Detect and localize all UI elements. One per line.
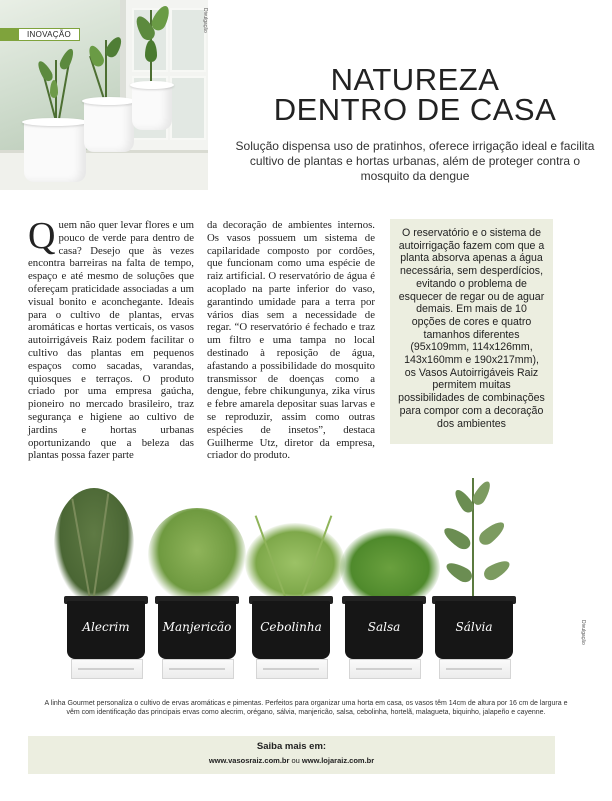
drop-cap: Q: [28, 215, 56, 257]
herb-pot-label: Salsa: [367, 620, 401, 634]
website-link-vasosraiz[interactable]: www.vasosraiz.com.br: [208, 756, 290, 765]
herb-pot-label: Manjericão: [162, 620, 232, 634]
column-1-text: uem não quer levar flores e um pouco de verde para dentro de casa? Desejo que às vezes encontra barreiras na falta de tempo, espaço e até mesmo de soluções que ofereçam praticidade associadas a um visual bonito e aconchegante. Ideais para o cultivo de plantas, ervas aromáticas e hortas verticais, os vasos autoirrigáveis Raiz podem facilitar o cultivo das plantas em pequenos espaços como sacadas, varandas, quiosques e terraços. O produto criado por uma empresa gaúcha, pioneiro no mercado brasileiro, traz segurança e higiene ao cultivo de jardins e hortas urbanas oportunizando que a beleza das plantas possa fazer parte: [28, 219, 194, 462]
section-tag: INOVAÇÃO: [18, 28, 80, 41]
article-subtitle: Solução dispensa uso de pratinhos, oferece irrigação ideal e facilita cultivo de plantas e hortas urbanas, além de proteger contra o mosquito da dengue: [235, 139, 595, 183]
herb-pot-label: Alecrim: [82, 620, 130, 634]
link-separator: ou: [289, 756, 302, 765]
article-column-2: da decoração de ambientes internos. Os vasos possuem um sistema de capilaridade composto por cordões, que funcionam como uma espécie de raiz artificial. O reservatório de água é acoplado na parte inferior do vaso, garantindo umidade para a terra por vários dias sem a necessidade de regar. “O reservatório é fechado e traz um filtro e uma tampa no local destinado à reposição de água, afastando a possibilidade do mosquito transmissor de doenças como a dengue, febre chikungunya, zika vírus e febre amarela depositar suas larvas e se reproduzir, assim como outras espécies de insetos”, destaca Guilherme Utz, diretor da empresa, criador do produto.: [207, 219, 375, 462]
more-info-links: [28, 756, 555, 765]
article-column-1: [28, 215, 194, 462]
title-line-1: NATUREZA: [330, 62, 500, 97]
title-line-2: DENTRO DE CASA: [273, 92, 557, 127]
article-title: [230, 62, 600, 127]
herb-pot-label: Sálvia: [455, 620, 493, 634]
photo-credit: Divulgação: [580, 620, 586, 645]
sidebar-text: O reservatório e o sistema de autoirrigação fazem com que a planta absorva apenas a água necessária, sem desperdícios, evitando o problema de esquecer de regar ou de aguar demais. Em mais de 10 opções de cores e quatro tamanhos diferentes (95x109mm, 114x126mm, 143x160mm e 190x217mm), os Vasos Autoirrigáveis Raiz permitem muitas possibilidades de combinações para compor com a decoração dos ambientes: [398, 227, 545, 430]
more-info-title: Saiba mais em:: [256, 741, 327, 752]
herb-pot-label: Cebolinha: [260, 620, 322, 634]
website-link-lojaraiz[interactable]: www.lojaraiz.com.br: [301, 756, 375, 765]
herb-pots-photo: [40, 468, 580, 693]
photo-caption: A linha Gourmet personaliza o cultivo de ervas aromáticas e pimentas. Perfeitos para organizar uma horta em casa, os vasos têm 14cm de altura por 16 cm de largura e vêm com identificação das principais ervas como alecrim, orégano, sálvia, manjericão, salsa, cebolinha, hortelã, malagueta, biquinho, jalapeño e cayenne.: [44, 700, 568, 716]
photo-credit: Divulgação: [202, 8, 208, 33]
